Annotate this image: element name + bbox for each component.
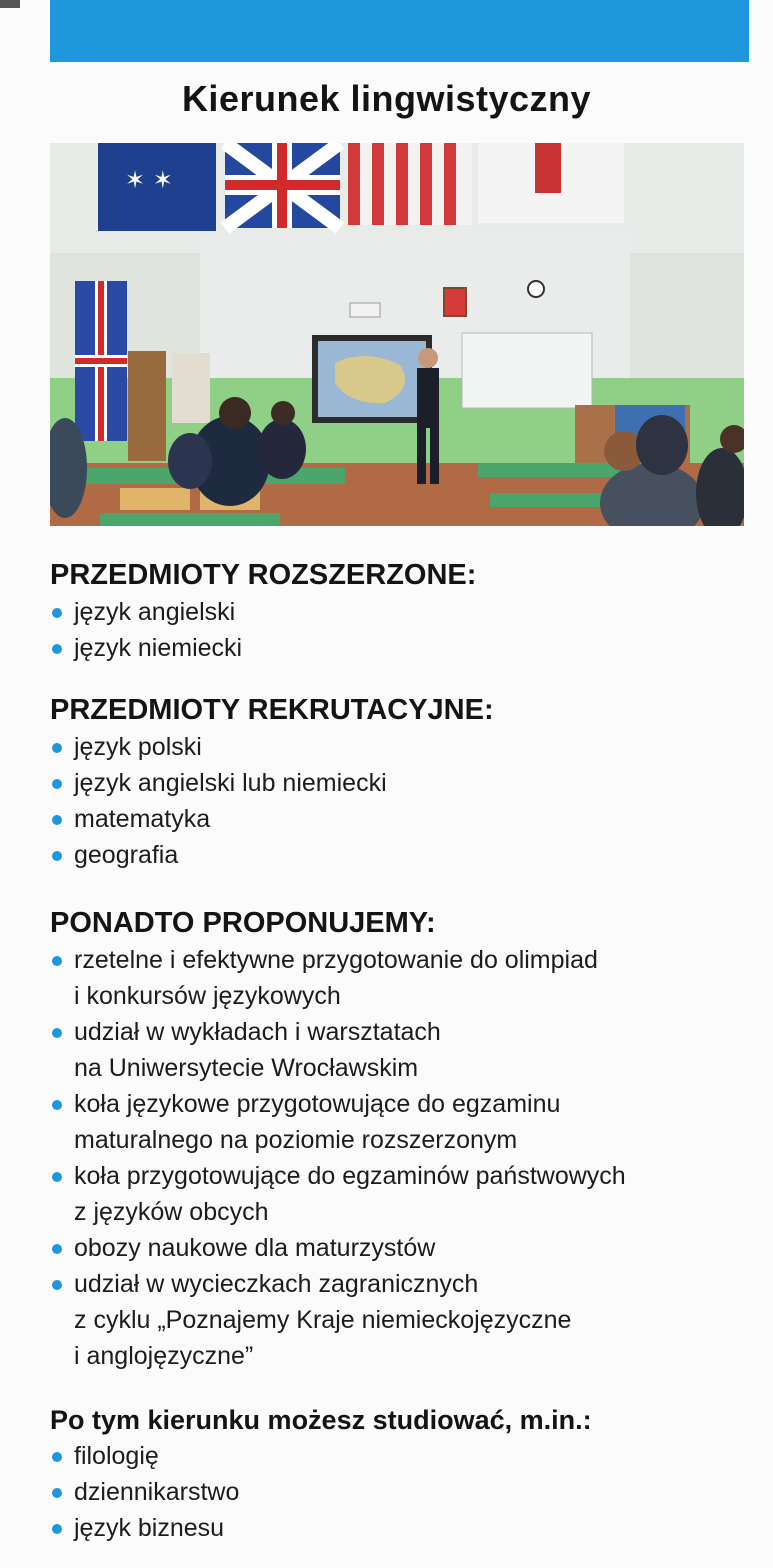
section-heading: PONADTO PROPONUJEMY:: [50, 907, 436, 939]
svg-text:✶ ✶: ✶ ✶: [125, 166, 173, 194]
bullet-icon: [52, 851, 62, 861]
list-item: obozy naukowe dla maturzystów: [50, 1230, 750, 1266]
section-additional-offer: [50, 904, 750, 1374]
bullet-icon: [52, 1488, 62, 1498]
bullet-icon: [52, 743, 62, 753]
list-item: udział w wycieczkach zagranicznych z cyklu „Poznajemy Kraje niemieckojęzyczne i anglojęzyczne”: [50, 1266, 750, 1374]
bullet-icon: [52, 1452, 62, 1462]
header-accent-bar: [50, 0, 749, 62]
page-title: Kierunek lingwistyczny: [181, 78, 592, 119]
list-item: język niemiecki: [50, 630, 750, 666]
section-heading: Po tym kierunku możesz studiować, m.in.:: [50, 1405, 592, 1435]
bullet-icon: [52, 608, 62, 618]
list-item: geografia: [50, 837, 750, 873]
section-extended-subjects: [50, 556, 750, 666]
bullet-icon: [52, 1172, 62, 1182]
bullet-icon: [52, 1244, 62, 1254]
section-heading: PRZEDMIOTY ROZSZERZONE:: [50, 559, 477, 591]
section-heading: PRZEDMIOTY REKRUTACYJNE:: [50, 694, 494, 726]
bullet-icon: [52, 1524, 62, 1534]
bullet-icon: [52, 1100, 62, 1110]
list-item: filologię: [50, 1438, 750, 1474]
classroom-photo: [50, 143, 744, 526]
list-item: język angielski lub niemiecki: [50, 765, 750, 801]
section-recruitment-subjects: [50, 691, 750, 873]
list-item: udział w wykładach i warsztatach na Uniwersytecie Wrocławskim: [50, 1014, 750, 1086]
bullet-icon: [52, 1028, 62, 1038]
corner-mark: [0, 0, 20, 8]
section-study-options: [50, 1402, 750, 1546]
list-item: język angielski: [50, 594, 750, 630]
list-item: dziennikarstwo: [50, 1474, 750, 1510]
list-item: matematyka: [50, 801, 750, 837]
list-item: koła językowe przygotowujące do egzaminu maturalnego na poziomie rozszerzonym: [50, 1086, 750, 1158]
bullet-icon: [52, 956, 62, 966]
list-item: język polski: [50, 729, 750, 765]
list-item: rzetelne i efektywne przygotowanie do olimpiad i konkursów językowych: [50, 942, 750, 1014]
list-item: koła przygotowujące do egzaminów państwowych z języków obcych: [50, 1158, 750, 1230]
bullet-icon: [52, 1280, 62, 1290]
bullet-icon: [52, 644, 62, 654]
bullet-icon: [52, 779, 62, 789]
bullet-icon: [52, 815, 62, 825]
list-item: język biznesu: [50, 1510, 750, 1546]
